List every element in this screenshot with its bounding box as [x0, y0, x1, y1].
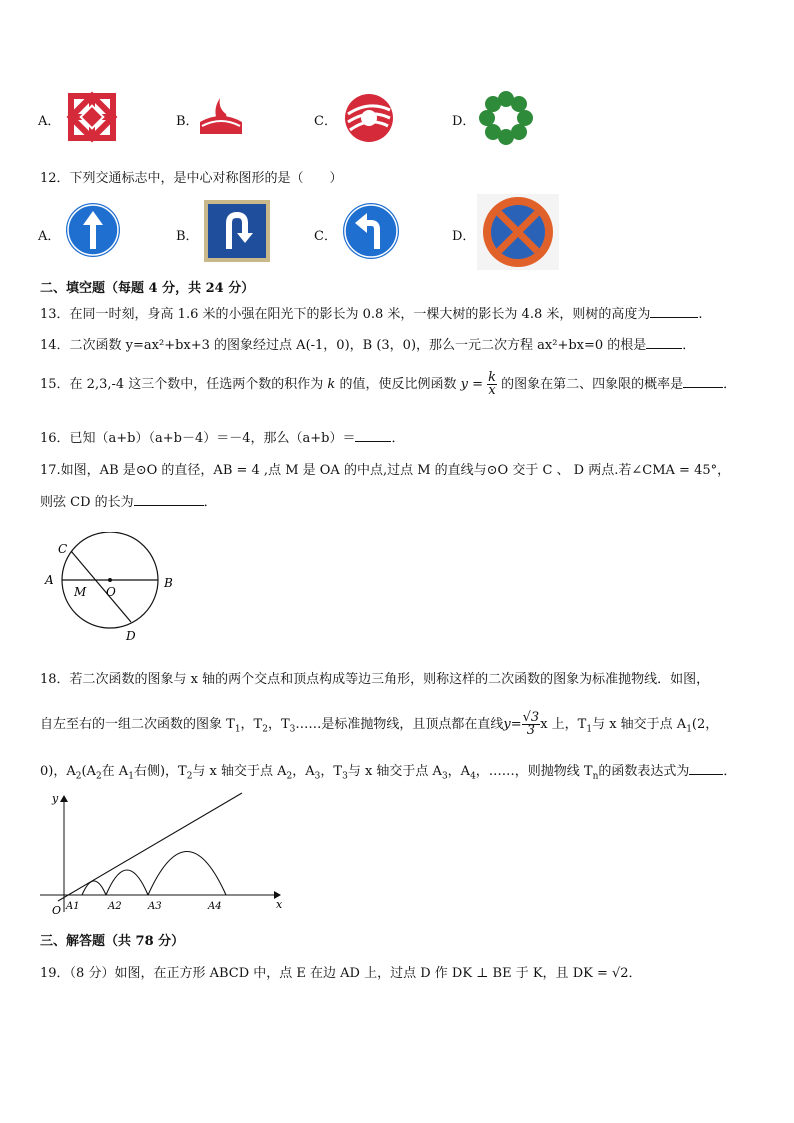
- question-18-line-3: 0)，$A_2(A_2$在 $A_1$右侧)，$T_2$与 x 轴交于点 $A_2$，$A_3$，$T_3$与 x 轴交于点 $A_3$，$A_4$，……，则抛物线 $T_n$的函数表达式为 ．: [40, 760, 736, 782]
- option-a-label: A．: [38, 229, 61, 244]
- a1-label: A1: [66, 901, 80, 912]
- question-13: 13．在同一时刻，身高 1.6 米的小强在阳光下的影长为 0.8 米，一棵大树的影长为 4.8 米，则树的高度为 .: [40, 303, 703, 322]
- option-a-label: A．: [38, 114, 61, 129]
- question-18-line-2: 自左至右的一组二次函数的图象 $T_1$，$T_2$，$T_3\dots\dots$是标准抛物线，且顶点都在直线y= $\frac{√3}{3}$ x 上，$T_1$与 x 轴交于点 $A_1(2$，: [40, 710, 719, 738]
- parabola-t3: [148, 852, 226, 896]
- section-3-heading: 三、解答题（共 78 分）: [40, 934, 185, 949]
- parabola-t1: [82, 881, 106, 895]
- label-c: C: [58, 542, 68, 556]
- option-c-label: C．: [314, 114, 337, 129]
- option-b-label: B．: [176, 229, 199, 244]
- a4-label: A4: [208, 901, 222, 912]
- question-15: 15．在 2,3,-4 这三个数中，任选两个数的积作为 k 的值，使反比例函数 y = $\frac{k}{x}$ 的图象在第二、四象限的概率是 ．: [40, 370, 737, 398]
- question-19: 19．（8 分）如图，在正方形 ABCD 中，点 E 在边 AD 上，过点 D 作 DK ⊥ BE 于 K，且 DK = √2．: [40, 966, 642, 981]
- label-d: D: [126, 629, 136, 643]
- left-turn-sign: [341, 201, 401, 261]
- x-axis-label: x: [276, 898, 283, 911]
- parabola-graph: [40, 788, 290, 918]
- parabola-t2: [106, 870, 148, 895]
- label-o: O: [106, 585, 116, 599]
- fraction-k-over-x: $\frac{k}{x}$: [488, 370, 497, 398]
- answer-blank: [134, 492, 204, 506]
- question-18-line-1: 18．若二次函数的图象与 x 轴的两个交点和顶点构成等边三角形，则称这样的二次函数的图象为标准抛物线．如图，: [40, 672, 710, 687]
- y-axis-label: y: [52, 792, 59, 805]
- answer-blank: [689, 761, 723, 775]
- label-a: A: [45, 573, 54, 587]
- no-parking-sign: [477, 194, 559, 270]
- answer-blank: [355, 428, 391, 442]
- origin-label: O: [52, 904, 62, 917]
- a3-label: A3: [148, 901, 162, 912]
- fraction-sqrt3-over-3: $\frac{√3}{3}$: [522, 710, 540, 738]
- green-flower-logo: [478, 90, 534, 146]
- option-b-label: B．: [176, 114, 199, 129]
- answer-blank: [683, 374, 723, 388]
- circle-diagram: [40, 532, 190, 647]
- question-16: 16．已知（a+b）（a+b－4）＝－4，那么（a+b）＝ ．: [40, 427, 405, 446]
- question-17-line-1: 17.如图，AB 是⊙O 的直径，AB = 4 ,点 M 是 OA 的中点,过点 M 的直线与⊙O 交于 C 、 D 两点.若∠CMA = 45°，: [40, 463, 731, 478]
- santander-flame-logo: [198, 96, 244, 136]
- straight-arrow-sign: [64, 201, 122, 259]
- label-b: B: [164, 576, 173, 590]
- option-d-label: D．: [452, 114, 476, 129]
- label-m: M: [74, 585, 87, 599]
- answer-blank: [650, 304, 698, 318]
- option-c-label: C．: [314, 229, 337, 244]
- a2-label: A2: [108, 901, 122, 912]
- answer-blank: [646, 335, 682, 349]
- u-turn-sign: [203, 199, 271, 263]
- red-swirl-logo: [340, 90, 398, 146]
- vertex-line: [58, 793, 242, 901]
- question-12-stem: 12．下列交通标志中，是中心对称图形的是（ ）: [40, 171, 343, 186]
- question-17-line-2: 则弦 CD 的长为 ．: [40, 491, 217, 510]
- red-knot-logo: [63, 88, 121, 146]
- option-d-label: D．: [452, 229, 476, 244]
- section-2-heading: 二、填空题（每题 4 分，共 24 分）: [40, 281, 255, 296]
- question-14: 14．二次函数 y=ax²+bx+3 的图象经过点 A(-1，0)，B (3，0)，那么一元二次方程 ax²+bx=0 的根是 ．: [40, 334, 695, 353]
